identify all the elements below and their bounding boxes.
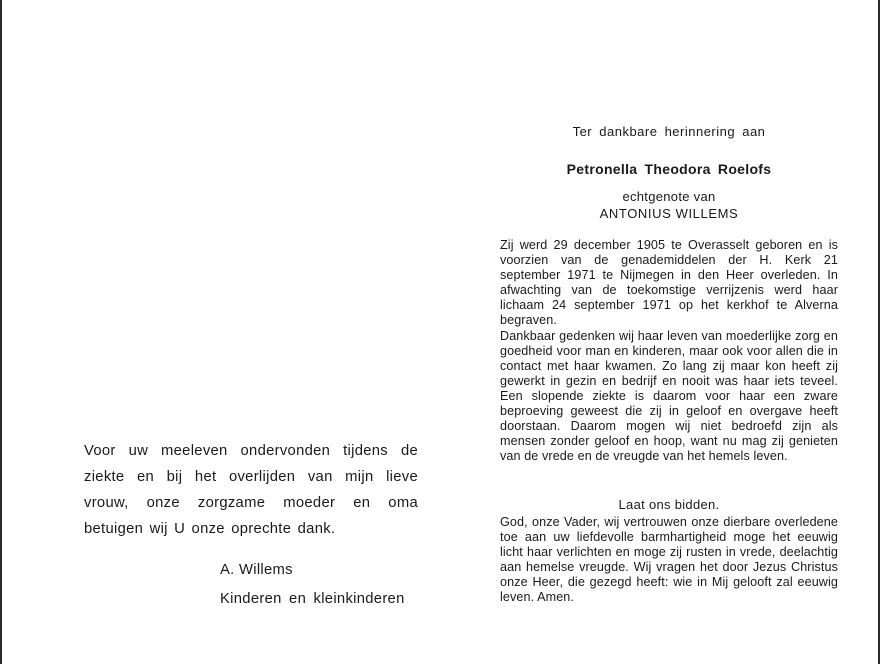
biography: [500, 238, 838, 464]
intro-line: Ter dankbare herinnering aan: [572, 124, 766, 139]
deceased-name: Petronella Theodora Roelofs: [566, 161, 772, 177]
bio-paragraph-1: Zij werd 29 december 1905 te Overasselt geboren en is voorzien van de genademiddelen der H. Kerk 21 september 1971 te Nijmegen in den Heer overleden. In afwachting van de toekomstige verrijzenis werd haar lichaam 24 september 1971 op het kerkhof te Alverna begraven.: [500, 238, 838, 328]
prayer-text: God, onze Vader, wij vertrouwen onze dierbare overledene toe aan uw liefdevolle barmhartigheid moge het eeuwig licht haar verlichten en moge zij rusten in vrede, deelachtig aan hemelse vreugde. Wij vragen het door Jezus Christus onze Heer, die gezegd heeft: wie in Mij gelooft zal eeuwig leven. Amen.: [500, 515, 838, 605]
spouse-name: ANTONIUS WILLEMS: [599, 206, 739, 221]
signature-name: A. Willems: [220, 562, 293, 578]
thanks-message: Voor uw meeleven ondervonden tijdens de ziekte en bij het overlijden van mijn lieve vrouw, onze zorgzame moeder en oma betuigen wij U onze oprechte dank.: [84, 443, 418, 537]
prayer-title: Laat ons bidden.: [618, 497, 720, 512]
card-right-edge: [878, 0, 880, 664]
signature-family: Kinderen en kleinkinderen: [220, 591, 405, 607]
card-left-edge: [0, 0, 2, 664]
spouse-label: echtgenote van: [622, 189, 716, 204]
bio-paragraph-2: Dankbaar gedenken wij haar leven van moederlijke zorg en goedheid voor man en kinderen, maar ook voor allen die in contact met haar kwamen. Zo lang zij maar kon heeft zij gewerkt in gezin en bedrijf en nooit was haar iets teveel. Een slopende ziekte is daarom voor haar een zware beproeving geweest die zij in geloof en overgave heeft doorstaan. Daarom mogen wij niet bedroefd zijn als mensen zonder geloof en hoop, want nu mag zij genieten van de vrede en de vreugde van het hemels leven.: [500, 328, 838, 464]
